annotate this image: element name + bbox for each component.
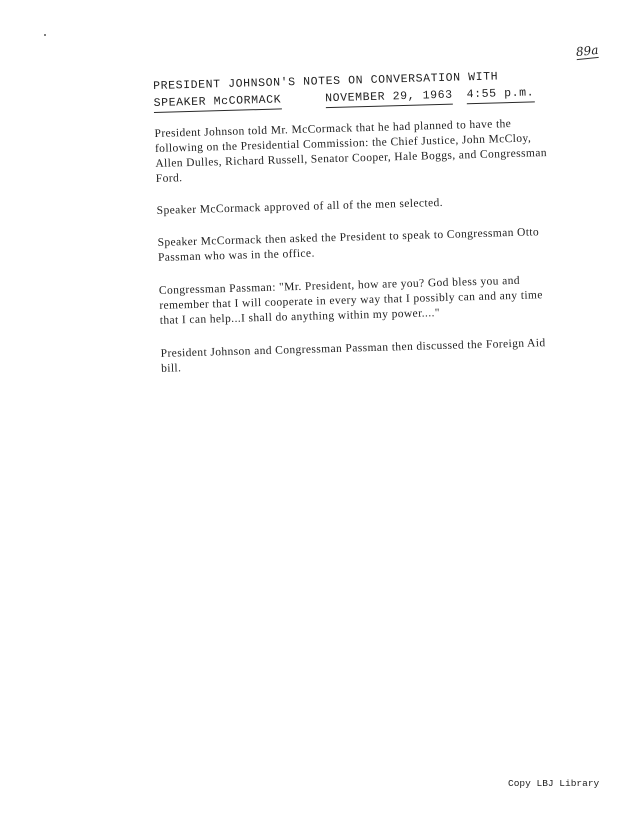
page-number: 89a	[575, 42, 600, 60]
paragraph-passman-quote: Congressman Passman: "Mr. President, how are you? God bless you and remember that I will cooperate in every way that I possibly can and any time that I can help...I shall do anything within my power...."	[158, 274, 543, 327]
header-time: 4:55 p.m.	[466, 84, 534, 104]
header-date: NOVEMBER 29, 1963	[325, 87, 453, 109]
library-copy-stamp: Copy LBJ Library	[508, 778, 600, 789]
paragraph-foreign-aid: President Johnson and Congressman Passman then discussed the Foreign Aid bill.	[160, 337, 546, 375]
paragraph-request: Speaker McCormack then asked the President to speak to Congressman Otto Passman who was in the office.	[157, 226, 540, 264]
paragraph-approval: Speaker McCormack approved of all of the men selected.	[156, 196, 444, 217]
memo-body	[153, 66, 581, 377]
header-title: PRESIDENT JOHNSON'S NOTES ON CONVERSATION WITH	[153, 70, 499, 93]
header-speaker: SPEAKER McCORMACK	[153, 91, 281, 113]
paragraph-commission: President Johnson told Mr. McCormack that he had planned to have the following on the Presidential Commission: the Chief Justice, John McCloy, Allen Dulles, Richard Russell, Senator Cooper, Hale Boggs, and Congressman Ford.	[154, 118, 548, 185]
memo-header	[153, 66, 574, 113]
paper-speck	[44, 34, 46, 36]
